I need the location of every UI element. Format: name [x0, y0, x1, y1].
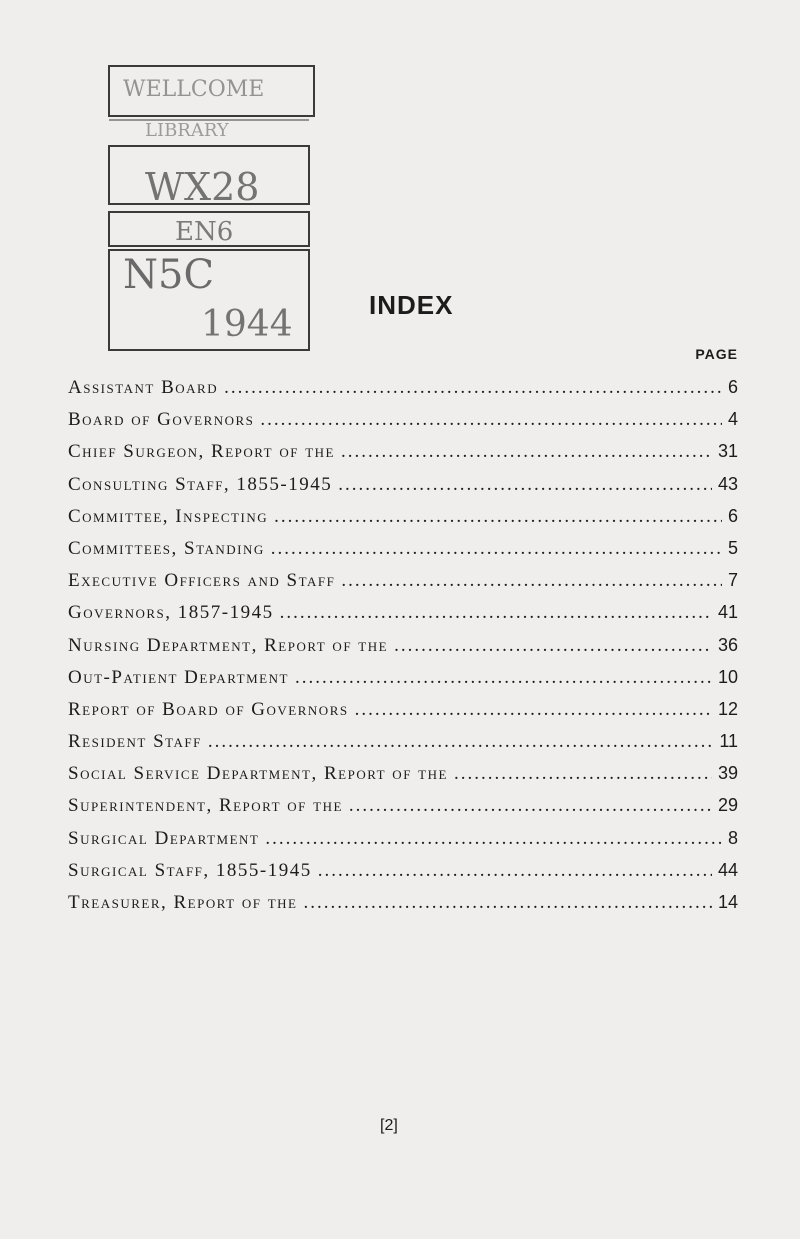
index-entry	[68, 795, 738, 827]
entry-label: Out-Patient Department	[68, 666, 289, 688]
dot-leader	[454, 763, 712, 785]
entry-label: Committee, Inspecting	[68, 505, 269, 527]
entry-page: 10	[717, 666, 738, 687]
entry-label: Board of Governors	[68, 409, 255, 431]
entry-page: 4	[727, 409, 738, 430]
entry-page: 44	[717, 859, 738, 880]
dot-leader	[224, 377, 722, 399]
dot-leader	[341, 441, 712, 463]
index-entry	[68, 538, 738, 570]
index-entry	[68, 667, 738, 699]
entry-label: Consulting Staff, 1855-1945	[68, 473, 333, 495]
svg-text:LIBRARY: LIBRARY	[145, 120, 229, 141]
svg-text:EN6: EN6	[175, 217, 234, 247]
dot-leader	[355, 699, 712, 721]
entry-page: 6	[727, 377, 738, 397]
index-entry	[68, 731, 738, 763]
entry-page: 14	[717, 892, 738, 912]
entry-page: 41	[717, 602, 738, 623]
dot-leader	[274, 506, 722, 528]
page-title: INDEX	[369, 290, 454, 320]
svg-text:WX28: WX28	[145, 165, 260, 209]
index-entry	[68, 763, 738, 795]
index-entry	[68, 699, 738, 731]
entry-page: 6	[727, 505, 738, 526]
library-stamp	[105, 60, 320, 400]
entry-label: Chief Surgeon, Report of the	[68, 441, 335, 463]
index-entry	[68, 506, 738, 538]
entry-label: Governors, 1857-1945	[68, 602, 274, 624]
dot-leader	[318, 860, 712, 882]
index-list	[68, 377, 738, 924]
entry-label: Superintendent, Report of the	[68, 795, 343, 817]
dot-leader	[349, 795, 712, 817]
entry-page: 36	[717, 634, 738, 655]
dot-leader	[280, 602, 712, 624]
svg-text:1944: 1944	[201, 304, 293, 345]
dot-leader	[208, 731, 713, 753]
entry-page: 39	[717, 763, 738, 784]
entry-page: 8	[727, 827, 738, 848]
stamp-graphic	[105, 60, 320, 400]
dot-leader	[271, 538, 722, 560]
index-entry	[68, 828, 738, 860]
index-entry	[68, 602, 738, 634]
entry-page: 12	[717, 698, 738, 719]
entry-label: Executive Officers and Staff	[68, 570, 336, 592]
entry-label: Treasurer, Report of the	[68, 892, 298, 913]
entry-label: Nursing Department, Report of the	[68, 634, 389, 656]
entry-label: Resident Staff	[68, 731, 202, 753]
entry-page: 11	[719, 731, 738, 752]
index-entry	[68, 892, 738, 924]
svg-text:N5C: N5C	[123, 252, 215, 298]
entry-label: Committees, Standing	[68, 537, 265, 559]
dot-leader	[394, 635, 712, 657]
index-entry	[68, 409, 738, 441]
dot-leader	[341, 570, 722, 592]
entry-page: 43	[717, 473, 738, 494]
dot-leader	[338, 474, 712, 496]
entry-page: 5	[727, 537, 738, 558]
entry-label: Report of Board of Governors	[68, 698, 349, 720]
dot-leader	[260, 409, 722, 431]
dot-leader	[295, 667, 712, 689]
dot-leader	[303, 892, 712, 914]
entry-page: 29	[717, 795, 738, 816]
entry-label: Assistant Board	[68, 377, 219, 398]
index-entry	[68, 635, 738, 667]
entry-label: Social Service Department, Report of the	[68, 763, 448, 785]
index-entry	[68, 860, 738, 892]
entry-page: 31	[717, 441, 738, 462]
page-number: [2]	[380, 1117, 398, 1134]
page-column-header: PAGE	[695, 346, 738, 362]
index-entry	[68, 474, 738, 506]
svg-text:WELLCOME: WELLCOME	[123, 77, 265, 102]
dot-leader	[265, 828, 722, 850]
index-entry	[68, 377, 738, 409]
entry-label: Surgical Department	[68, 827, 260, 849]
entry-page: 7	[727, 570, 738, 591]
entry-label: Surgical Staff, 1855-1945	[68, 859, 312, 881]
index-entry	[68, 441, 738, 473]
index-entry	[68, 570, 738, 602]
